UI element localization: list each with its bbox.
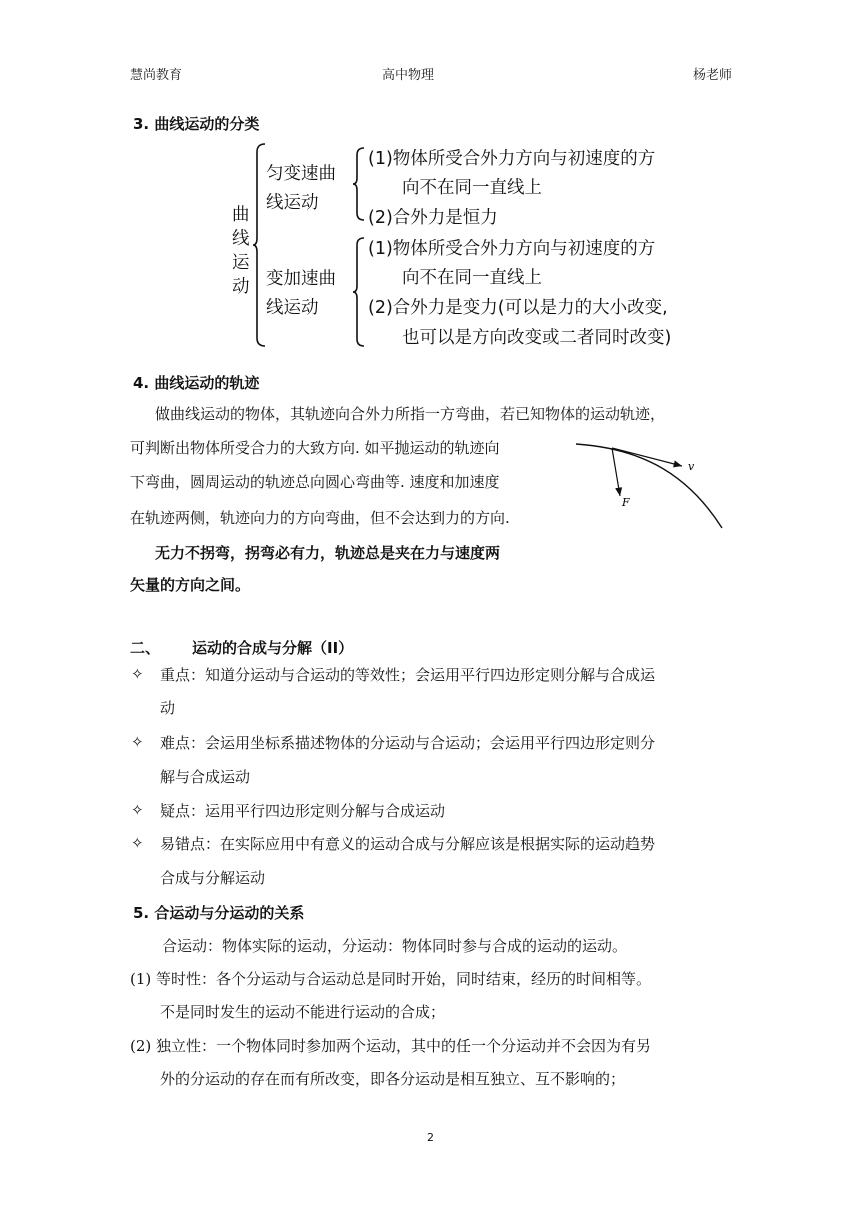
section5-title: 5. 合运动与分运动的关系 bbox=[133, 904, 305, 922]
branch2-cond1-line1: (1)物体所受合外力方向与初速度的方 bbox=[368, 239, 656, 259]
section4-title: 4. 曲线运动的轨迹 bbox=[133, 374, 260, 392]
branch2-cond2-line1: (2)合外力是变力(可以是力的大小改变, bbox=[368, 298, 668, 318]
header-left: 慧尚教育 bbox=[130, 68, 183, 83]
s5-item1-line1: (1) 等时性：各个分运动与合运动总是同时开始，同时结束，经历的时间相等。 bbox=[130, 970, 652, 988]
bullet-icon: ✧ bbox=[131, 834, 144, 852]
key-point-line2: 动 bbox=[160, 699, 176, 717]
trajectory-curve bbox=[576, 444, 722, 528]
s5-intro: 合运动：物体实际的运动，分运动：物体同时参与合成的运动的运动。 bbox=[162, 937, 628, 955]
page-number: 2 bbox=[427, 1131, 434, 1144]
s5-item2-line2: 外的分运动的存在而有所改变，即各分运动是相互独立、互不影响的； bbox=[160, 1070, 626, 1088]
bullet-icon: ✧ bbox=[131, 801, 144, 819]
header-center: 高中物理 bbox=[382, 68, 435, 83]
s4-paragraph-line4: 在轨迹两侧，轨迹向力的方向弯曲，但不会达到力的方向. bbox=[130, 509, 510, 527]
branch2-brace bbox=[352, 236, 366, 348]
trajectory-figure bbox=[574, 440, 734, 532]
root-label: 曲 线 运 动 bbox=[232, 205, 250, 297]
bullet-icon: ✧ bbox=[131, 665, 144, 683]
section3-title: 3. 曲线运动的分类 bbox=[133, 115, 260, 133]
s5-item2-line1: (2) 独立性：一个物体同时参加两个运动，其中的任一个分运动并不会因为有另 bbox=[130, 1037, 652, 1055]
bullet-icon: ✧ bbox=[131, 733, 144, 751]
branch2-label-line2: 线运动 bbox=[266, 298, 319, 318]
branch2-label-line1: 变加速曲 bbox=[266, 269, 336, 289]
key-point-line1: 重点：知道分运动与合运动的等效性；会运用平行四边形定则分解与合成运 bbox=[160, 666, 656, 684]
s4-paragraph-line3: 下弯曲，圆周运动的轨迹总向圆心弯曲等. 速度和加速度 bbox=[130, 473, 500, 491]
difficulty-line2: 解与合成运动 bbox=[160, 768, 251, 786]
branch2-cond2-line2: 也可以是方向改变或二者同时改变) bbox=[402, 328, 672, 348]
velocity-arrow bbox=[612, 448, 682, 466]
velocity-label: v bbox=[688, 460, 695, 473]
error-point-line2: 合成与分解运动 bbox=[160, 869, 266, 887]
branch1-cond1-line1: (1)物体所受合外力方向与初速度的方 bbox=[368, 149, 656, 169]
branch1-label-line1: 匀变速曲 bbox=[266, 164, 336, 184]
s4-bold-line1: 无力不拐弯，拐弯必有力，轨迹总是夹在力与速度两 bbox=[155, 544, 501, 562]
difficulty-line1: 难点：会运用坐标系描述物体的分运动与合运动；会运用平行四边形定则分 bbox=[160, 734, 656, 752]
s5-item1-line2: 不是同时发生的运动不能进行运动的合成； bbox=[160, 1003, 446, 1021]
branch1-label-line2: 线运动 bbox=[266, 193, 319, 213]
branch2-cond1-line2: 向不在同一直线上 bbox=[402, 268, 542, 288]
branch1-cond2: (2)合外力是恒力 bbox=[368, 208, 498, 228]
s4-bold-line2: 矢量的方向之间。 bbox=[130, 576, 251, 594]
force-label: F bbox=[622, 496, 630, 509]
branch1-cond1-line2: 向不在同一直线上 bbox=[402, 178, 542, 198]
header-right: 杨老师 bbox=[693, 68, 733, 83]
s4-paragraph-line1: 做曲线运动的物体，其轨迹向合外力所指一方弯曲，若已知物体的运动轨迹， bbox=[155, 405, 666, 423]
error-point-line1: 易错点：在实际应用中有意义的运动合成与分解应该是根据实际的运动趋势 bbox=[160, 835, 656, 853]
force-arrow bbox=[612, 448, 620, 496]
doubt-point: 疑点：运用平行四边形定则分解与合成运动 bbox=[160, 802, 446, 820]
branch1-brace bbox=[352, 146, 366, 222]
section2-number: 二、 bbox=[130, 639, 161, 657]
s4-paragraph-line2: 可判断出物体所受合力的大致方向. 如平抛运动的轨迹向 bbox=[130, 439, 500, 457]
section2-title: 运动的合成与分解（II） bbox=[192, 639, 354, 657]
